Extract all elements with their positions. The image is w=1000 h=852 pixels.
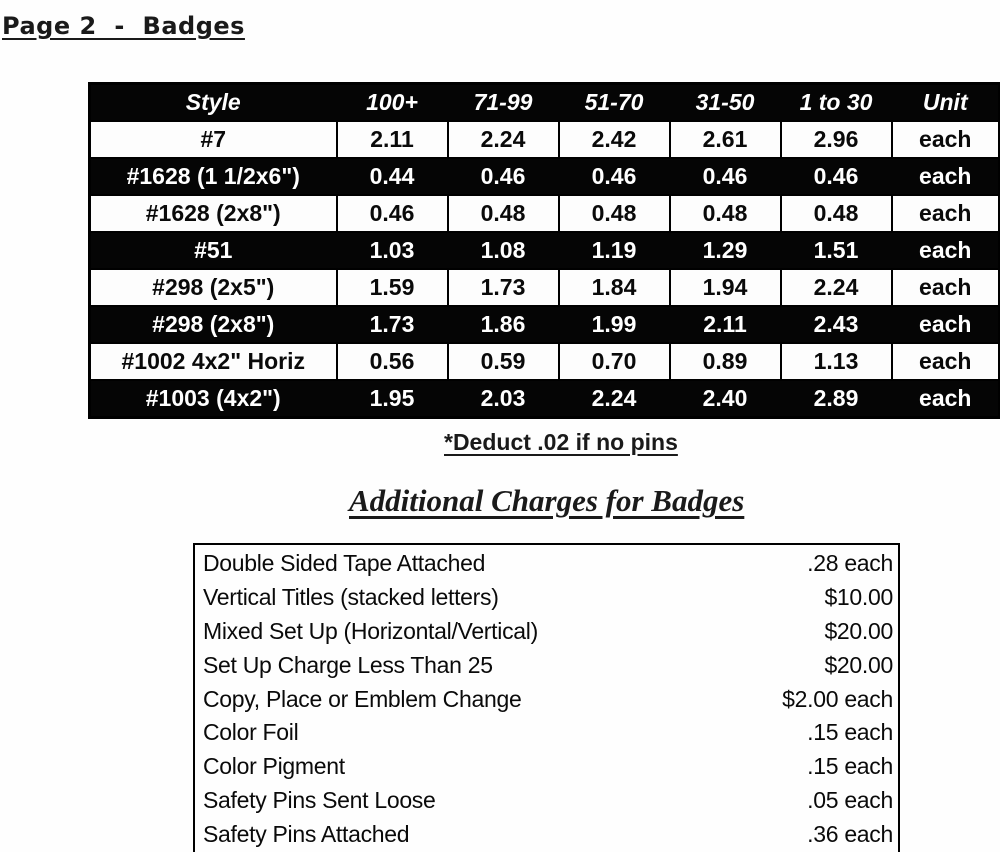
column-header-unit: Unit (892, 84, 1000, 122)
price-cell: 1.03 (337, 232, 448, 269)
charge-amount: .36 each (807, 820, 893, 847)
table-header-row (90, 84, 1000, 122)
price-cell: 0.46 (559, 158, 670, 195)
charge-row (195, 817, 898, 851)
charge-amount: $2.00 each (782, 685, 893, 712)
unit-cell: each (892, 343, 1000, 380)
charge-amount: .15 each (807, 753, 893, 780)
price-cell: 0.46 (781, 158, 892, 195)
page-title: Page 2 - Badges (2, 12, 245, 40)
charge-amount: $10.00 (824, 584, 893, 611)
table-row (90, 269, 1000, 306)
style-cell: #298 (2x5") (90, 269, 337, 306)
charge-row (195, 615, 898, 649)
price-cell: 0.70 (559, 343, 670, 380)
price-cell: 2.89 (781, 380, 892, 418)
charge-row (195, 783, 898, 817)
price-cell: 2.96 (781, 121, 892, 158)
additional-charges-title: Additional Charges for Badges (349, 483, 745, 518)
price-cell: 2.61 (670, 121, 781, 158)
charge-label: Set Up Charge Less Than 25 (203, 651, 493, 678)
table-row (90, 195, 1000, 232)
charge-amount: $20.00 (824, 651, 893, 678)
table-row (90, 380, 1000, 418)
price-cell: 2.43 (781, 306, 892, 343)
charge-row (195, 750, 898, 784)
price-cell: 1.08 (448, 232, 559, 269)
price-cell: 0.46 (670, 158, 781, 195)
charge-amount: .15 each (807, 719, 893, 746)
price-cell: 2.40 (670, 380, 781, 418)
charge-label: Double Sided Tape Attached (203, 550, 486, 577)
price-cell: 0.48 (448, 195, 559, 232)
price-cell: 1.73 (337, 306, 448, 343)
price-cell: 1.51 (781, 232, 892, 269)
charge-label: Mixed Set Up (Horizontal/Vertical) (203, 617, 538, 644)
price-cell: 2.11 (337, 121, 448, 158)
unit-cell: each (892, 158, 1000, 195)
column-header-1-to-30: 1 to 30 (781, 84, 892, 122)
column-header-100-plus: 100+ (337, 84, 448, 122)
price-cell: 0.44 (337, 158, 448, 195)
charge-label: Copy, Place or Emblem Change (203, 685, 522, 712)
price-cell: 0.56 (337, 343, 448, 380)
price-cell: 1.19 (559, 232, 670, 269)
style-cell: #7 (90, 121, 337, 158)
price-cell: 1.84 (559, 269, 670, 306)
unit-cell: each (892, 121, 1000, 158)
price-cell: 1.73 (448, 269, 559, 306)
charge-amount: .05 each (807, 786, 893, 813)
price-cell: 0.46 (337, 195, 448, 232)
price-cell: 1.99 (559, 306, 670, 343)
charge-row (195, 716, 898, 750)
price-cell: 2.24 (781, 269, 892, 306)
price-cell: 2.24 (559, 380, 670, 418)
style-cell: #1628 (1 1/2x6") (90, 158, 337, 195)
charge-amount: .28 each (807, 550, 893, 577)
unit-cell: each (892, 269, 1000, 306)
charge-row (195, 648, 898, 682)
price-cell: 1.59 (337, 269, 448, 306)
column-header-71-99: 71-99 (448, 84, 559, 122)
badge-price-table (88, 82, 1000, 419)
style-cell: #1003 (4x2") (90, 380, 337, 418)
table-row (90, 232, 1000, 269)
style-cell: #1002 4x2" Horiz (90, 343, 337, 380)
charge-label: Vertical Titles (stacked letters) (203, 584, 499, 611)
price-cell: 0.59 (448, 343, 559, 380)
price-cell: 0.46 (448, 158, 559, 195)
price-cell: 1.94 (670, 269, 781, 306)
price-cell: 1.95 (337, 380, 448, 418)
unit-cell: each (892, 195, 1000, 232)
column-header-51-70: 51-70 (559, 84, 670, 122)
charge-row (195, 547, 898, 581)
price-cell: 2.11 (670, 306, 781, 343)
column-header-style: Style (90, 84, 337, 122)
charge-label: Color Foil (203, 719, 299, 746)
price-cell: 1.29 (670, 232, 781, 269)
table-row (90, 306, 1000, 343)
charge-label: Color Pigment (203, 753, 345, 780)
column-header-31-50: 31-50 (670, 84, 781, 122)
charge-label: Safety Pins Attached (203, 820, 410, 847)
style-cell: #1628 (2x8") (90, 195, 337, 232)
table-row (90, 121, 1000, 158)
price-cell: 0.48 (670, 195, 781, 232)
unit-cell: each (892, 380, 1000, 418)
charge-amount: $20.00 (824, 617, 893, 644)
unit-cell: each (892, 306, 1000, 343)
additional-charges-box (193, 543, 900, 852)
charge-label: Safety Pins Sent Loose (203, 786, 436, 813)
price-cell: 0.48 (559, 195, 670, 232)
price-cell: 2.24 (448, 121, 559, 158)
style-cell: #51 (90, 232, 337, 269)
price-cell: 0.89 (670, 343, 781, 380)
charge-row (195, 682, 898, 716)
style-cell: #298 (2x8") (90, 306, 337, 343)
price-cell: 0.48 (781, 195, 892, 232)
unit-cell: each (892, 232, 1000, 269)
charge-row (195, 581, 898, 615)
table-row (90, 158, 1000, 195)
deduct-note: *Deduct .02 if no pins (444, 429, 678, 455)
price-cell: 2.42 (559, 121, 670, 158)
table-row (90, 343, 1000, 380)
price-cell: 2.03 (448, 380, 559, 418)
price-cell: 1.86 (448, 306, 559, 343)
price-cell: 1.13 (781, 343, 892, 380)
